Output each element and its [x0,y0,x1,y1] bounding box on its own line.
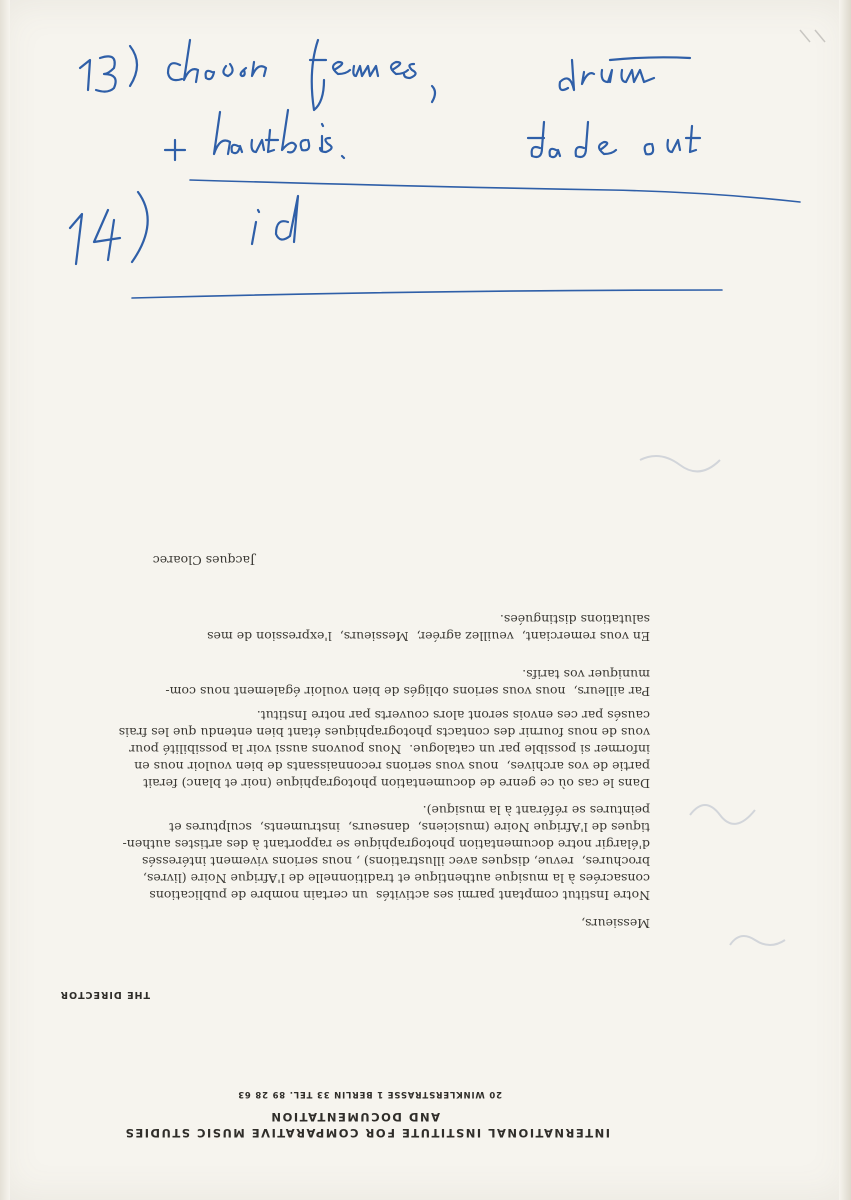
institute-subtitle: AND DOCUMENTATION [269,1110,440,1124]
signature-name: Jacques Cloarec [152,553,255,568]
institute-name: INTERNATIONAL INSTITUTE FOR COMPARATIVE MUSIC STUDIES [124,1126,610,1140]
director-heading: THE DIRECTOR [59,989,150,1000]
paragraph-2: Dans le cas où ce genre de documentation photographique (noir et blanc) ferait partie de vos archives, nous vous serions reconnaissants de bien vouloir nous en informer si possible par un catalogue. Nous pouvons aussi voir la possibilité pour vous de nous fournir des contacts photographiques étant bien entendu que les frais causés par ces envois seront alors couverts par notre Institut. [118,708,650,791]
handwriting-note-14 [70,192,298,264]
paragraph-4: En vous remerciant, veuillez agréer, Messieurs, l'expression de mes salutations distinguées. [207,612,650,644]
paragraph-1: Notre Institut comptant parmi ses activités un certain nombre de publications consacrées à la musique authentique et traditionnelle de l'Afrique Noire (livres, brochures, revue, disques avec illustrations) , nous serions vivement intéressés d'élargir notre documentation photographique se rapportant à des artistes authen- tiques de l'Afrique Noire (musiciens, danseurs, instruments, sculptures et peintures se référant à la musique). [122,803,650,903]
salutation: Messieurs, [581,916,650,931]
institute-address: 20 WINKLERSTRASSE 1 BERLIN 33 TEL. 89 28 63 [237,1089,502,1099]
handwriting-note-13 [80,40,700,160]
paragraph-3: Par ailleurs, nous vous serions obligés de bien vouloir également nous com- muniquer vos tarifs. [165,667,650,699]
underline-2 [132,290,722,298]
underline-1 [190,180,800,202]
